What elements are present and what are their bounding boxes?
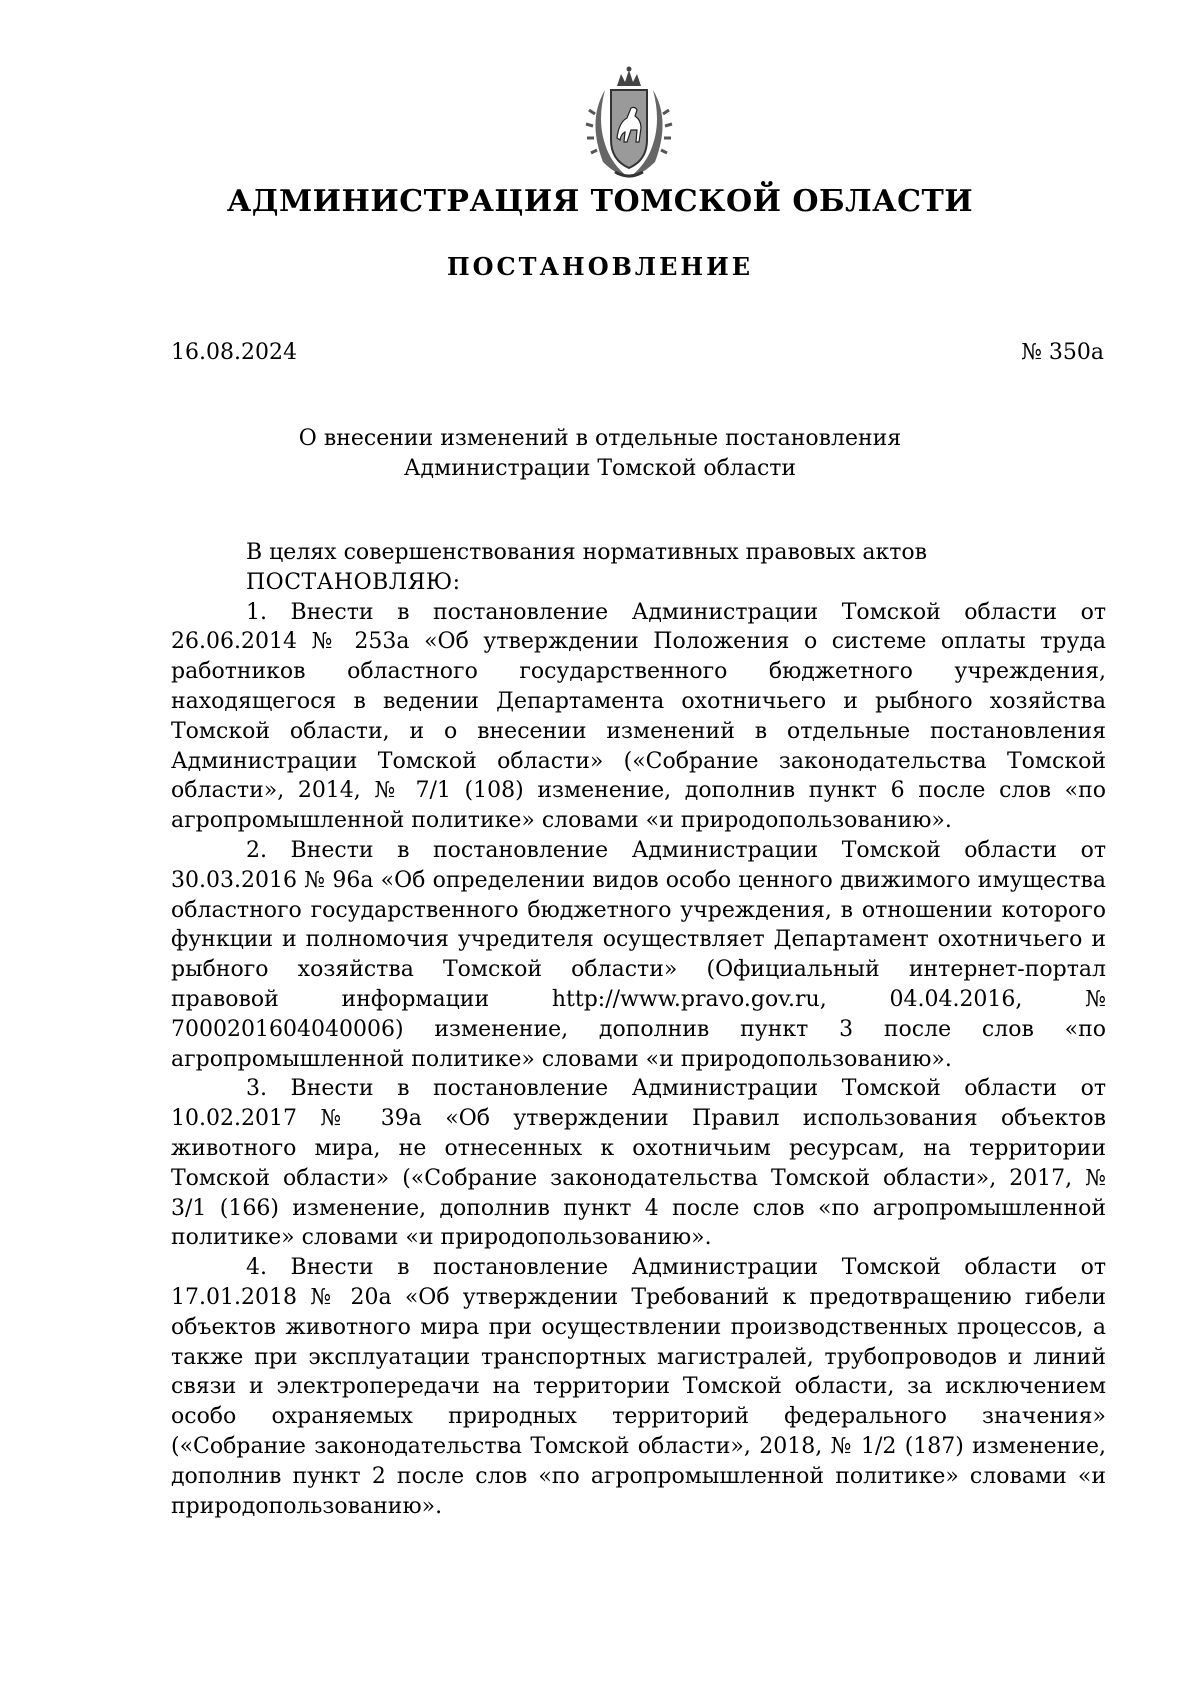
subject-line: Администрации Томской области — [403, 456, 797, 481]
clause-item: 2. Внести в постановление Администрации Томской области от 30.03.2016 № 96а «Об определении видов особо ценного движимого имущества областного государственного бюджетного учреждения, в отношении которого функции и полномочия учредителя осуществляет Департамент охотничьего и рыбного хозяйства Томской области» (Официальный интернет-портал правовой информации http://www.pravo.gov.ru, 04.04.2016, № 7000201604040006) изменение, дополнив пункт 3 после слов «по агропромышленной политике» словами «и природопользованию». — [171, 837, 1106, 1072]
clause-item: 3. Внести в постановление Администрации Томской области от 10.02.2017 № 39а «Об утверждении Правил использования объектов животного мира, не отнесенных к охотничьим ресурсам, на территории Томской области» («Собрание законодательства Томской области», 2017, № 3/1 (166) изменение, дополнив пункт 4 после слов «по агропромышленной политике» словами «и природопользованию». — [171, 1076, 1106, 1251]
document-date: 16.08.2024 — [171, 340, 297, 365]
document-body — [171, 538, 1106, 1521]
clause-item: 4. Внести в постановление Администрации Томской области от 17.01.2018 № 20а «Об утверждении Требований к предотвращению гибели объектов животного мира при осуществлении производственных процессов, а также при эксплуатации транспортных магистралей, трубопроводов и линий связи и электропередачи на территории Томской области, за исключением особо охраняемых природных территорий федерального значения» («Собрание законодательства Томской области», 2018, № 1/2 (187) изменение, дополнив пункт 2 после слов «по агропромышленной политике» словами «и природопользованию». — [171, 1255, 1106, 1519]
document-type: ПОСТАНОВЛЕНИЕ — [446, 252, 754, 281]
subject-line: О внесении изменений в отдельные постановления — [298, 426, 902, 451]
resolve-statement: ПОСТАНОВЛЯЮ: — [246, 569, 461, 595]
clause-item: 1. Внести в постановление Администрации Томской области от 26.06.2014 № 253а «Об утверждении Положения о системе оплаты труда работников областного государственного бюджетного учреждения, находящегося в ведении Департамента охотничьего и рыбного хозяйства Томской области, и о внесении изменений в отдельные постановления Администрации Томской области» («Собрание законодательства Томской области», 2014, № 7/1 (108) изменение, дополнив пункт 6 после слов «по агропромышленной политике» словами «и природопользованию». — [171, 599, 1106, 834]
document-subject — [0, 424, 1200, 484]
document-number: № 350а — [1021, 340, 1104, 365]
preamble: В целях совершенствования нормативных правовых актов — [246, 540, 928, 565]
coat-of-arms-icon — [581, 64, 677, 184]
organization-title: АДМИНИСТРАЦИЯ ТОМСКОЙ ОБЛАСТИ — [226, 184, 974, 219]
